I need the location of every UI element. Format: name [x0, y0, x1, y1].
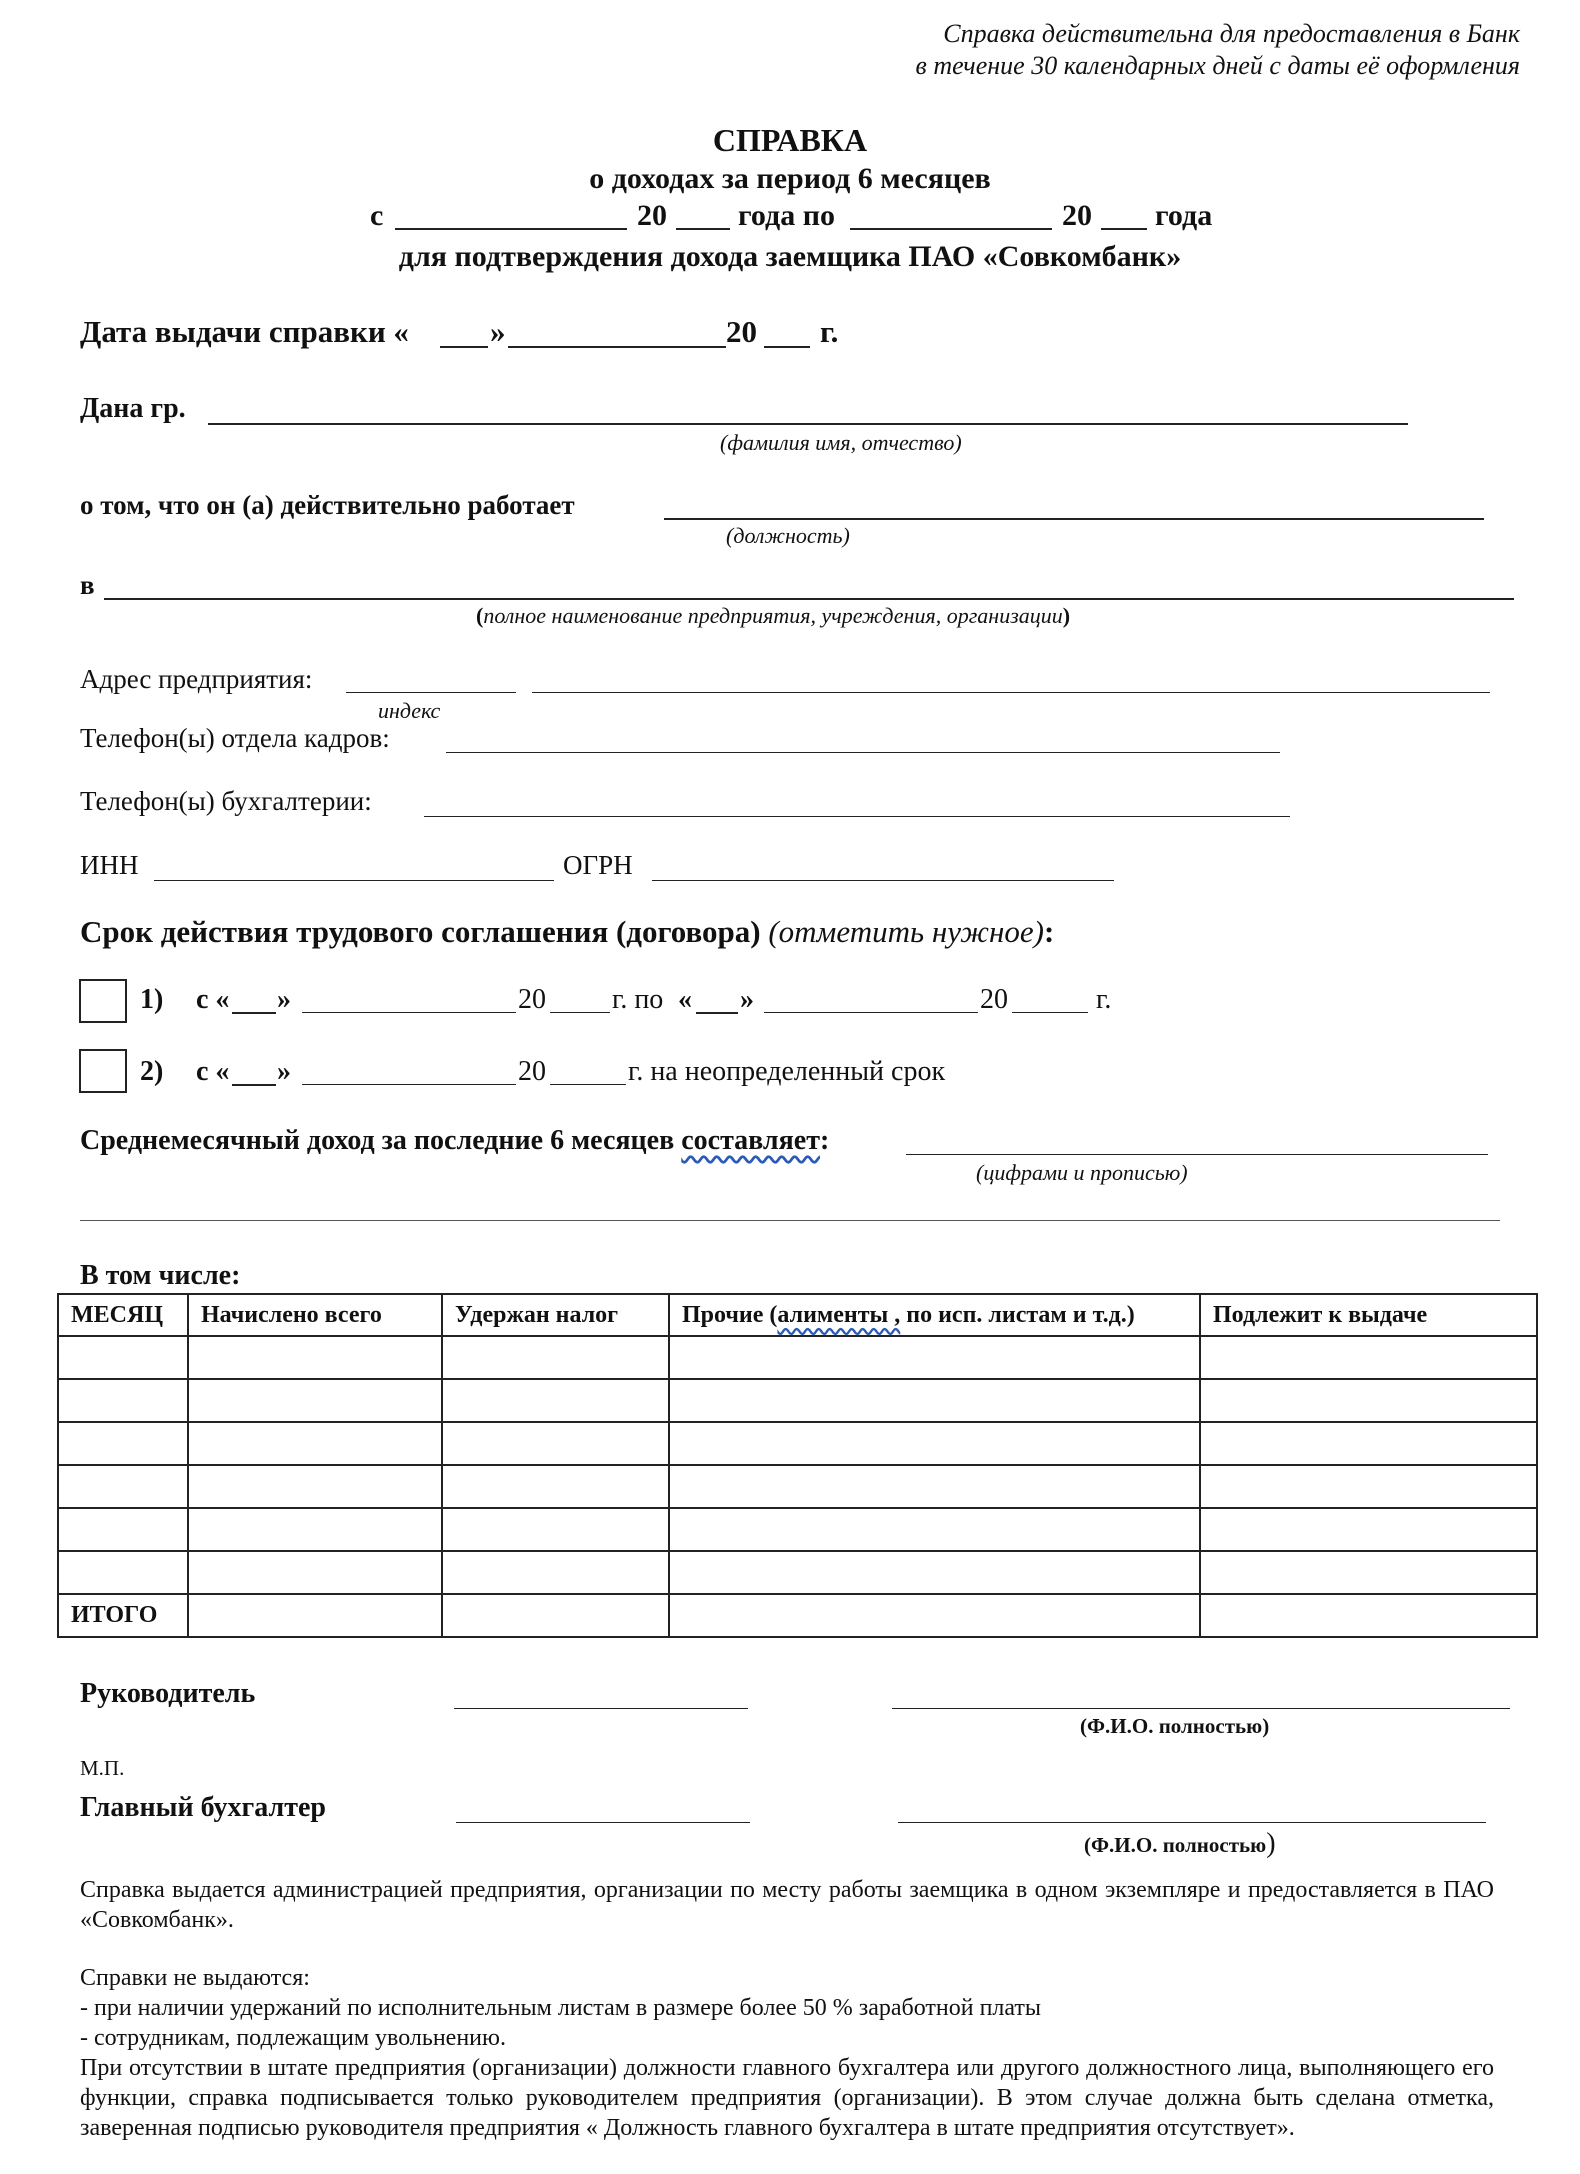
- table-row: [58, 1508, 1537, 1551]
- period-end-label: года: [1155, 199, 1213, 232]
- table-cell[interactable]: [58, 1551, 188, 1594]
- employer-hint: [476, 603, 1070, 629]
- period-year2-field[interactable]: [1101, 228, 1147, 230]
- accountant-name-hint-text: (Ф.И.О. полностью: [1084, 1833, 1267, 1857]
- option1-number: 1): [140, 984, 164, 1015]
- accountant-name-hint: [1084, 1828, 1276, 1860]
- income-table: [57, 1293, 1538, 1638]
- employer-hint-close: ): [1062, 603, 1071, 628]
- postal-index-field[interactable]: [346, 692, 516, 693]
- contract-heading-text: Срок действия трудового соглашения (договора): [80, 914, 761, 949]
- accounting-phone-field[interactable]: [424, 816, 1290, 817]
- contract-indefinite-checkbox[interactable]: [79, 1049, 127, 1093]
- option1-month-field[interactable]: [302, 1012, 516, 1013]
- hr-phone-label: Телефон(ы) отдела кадров:: [80, 723, 390, 753]
- issue-date-suffix: г.: [820, 314, 839, 349]
- table-total-row: [58, 1594, 1537, 1637]
- period-from-label: с: [370, 199, 384, 232]
- table-cell[interactable]: [1200, 1508, 1537, 1551]
- table-cell[interactable]: [58, 1336, 188, 1379]
- col-other-alimony: алименты ,: [777, 1301, 901, 1328]
- period-from-field[interactable]: [395, 228, 627, 230]
- inn-label: ИНН: [80, 850, 139, 880]
- issue-date-label: Дата выдачи справки «: [80, 314, 409, 349]
- table-cell[interactable]: [442, 1465, 669, 1508]
- table-cell[interactable]: [1200, 1594, 1537, 1637]
- contract-heading: [80, 914, 1054, 950]
- given-to-label: Дана гр.: [80, 393, 186, 424]
- option1-day-field[interactable]: [232, 1012, 276, 1014]
- table-cell[interactable]: [442, 1422, 669, 1465]
- document-purpose: для подтверждения дохода заемщика ПАО «Совкомбанк»: [398, 240, 1182, 273]
- avg-income-label-verb: составляет: [681, 1125, 820, 1156]
- col-other-open: Прочие (: [682, 1301, 778, 1328]
- table-cell[interactable]: [188, 1422, 442, 1465]
- accountant-name-hint-close: ): [1266, 1828, 1276, 1859]
- issue-day-field[interactable]: [440, 346, 488, 348]
- option2-day-field[interactable]: [232, 1084, 276, 1086]
- document-subtitle: о доходах за период 6 месяцев: [589, 162, 991, 195]
- table-cell[interactable]: [188, 1508, 442, 1551]
- option1-to-label: г. по: [612, 984, 664, 1015]
- table-cell[interactable]: [188, 1336, 442, 1379]
- option1-end-year-field[interactable]: [1012, 1012, 1088, 1013]
- restriction-item: - при наличии удержаний по исполнительным листам в размере более 50 % заработной платы: [80, 1995, 1042, 2021]
- avg-income-words-field[interactable]: [80, 1220, 1500, 1221]
- issue-year-field[interactable]: [764, 346, 810, 348]
- ogrn-field[interactable]: [652, 880, 1114, 881]
- table-cell[interactable]: [188, 1594, 442, 1637]
- director-name-hint: (Ф.И.О. полностью): [1080, 1714, 1270, 1738]
- table-cell[interactable]: [442, 1379, 669, 1422]
- restrictions-title: Справки не выдаются:: [80, 1965, 310, 1991]
- issue-date-close-quote: »: [490, 314, 506, 349]
- table-row: [58, 1551, 1537, 1594]
- employer-field[interactable]: [104, 598, 1514, 600]
- option2-suffix: г. на неопределенный срок: [628, 1056, 946, 1087]
- absence-note: При отсутствии в штате предприятия (организации) должности главного бухгалтера или другого должностного лица, выполняющего его функции, справка подписывается только руководителем предприятия (организации). В этом случае должна быть сделана отметка, заверенная подписью руководителя предприятия « Должность главного бухгалтера в штате предприятия отсутствует».: [80, 2055, 1494, 2141]
- option2-from-label: с «: [196, 1056, 230, 1087]
- table-cell[interactable]: [58, 1508, 188, 1551]
- validity-note: [916, 18, 1520, 82]
- option2-close-quote: »: [277, 1056, 291, 1087]
- option1-close-quote2: »: [740, 984, 754, 1015]
- period-to-label: года по: [738, 199, 835, 232]
- table-cell[interactable]: [58, 1465, 188, 1508]
- avg-income-field[interactable]: [906, 1154, 1488, 1155]
- table-cell[interactable]: [669, 1551, 1200, 1594]
- table-cell[interactable]: [188, 1465, 442, 1508]
- option1-year-field[interactable]: [550, 1012, 610, 1013]
- table-cell[interactable]: [1200, 1336, 1537, 1379]
- option1-open-quote2: «: [678, 984, 692, 1015]
- period-year1-field[interactable]: [676, 228, 730, 230]
- col-other: [669, 1294, 1200, 1336]
- full-name-hint: (фамилия имя, отчество): [720, 430, 962, 455]
- period-to-field[interactable]: [850, 228, 1052, 230]
- restrictions-block: [80, 1963, 1494, 2143]
- option1-year-label: 20: [518, 984, 546, 1015]
- option1-close-quote: »: [277, 984, 291, 1015]
- restriction-item: - сотрудникам, подлежащим увольнению.: [80, 2025, 506, 2051]
- avg-income-label: [80, 1125, 829, 1157]
- option2-year-label: 20: [518, 1056, 546, 1087]
- employer-label: в: [80, 570, 95, 600]
- table-caption: В том числе:: [80, 1260, 241, 1291]
- avg-income-hint: (цифрами и прописью): [976, 1160, 1188, 1185]
- contract-heading-colon: :: [1043, 914, 1055, 949]
- director-label: Руководитель: [80, 1678, 256, 1709]
- col-month: МЕСЯЦ: [58, 1294, 188, 1336]
- option1-suffix: г.: [1096, 984, 1112, 1015]
- table-row: [58, 1379, 1537, 1422]
- table-cell[interactable]: [669, 1336, 1200, 1379]
- col-other-rest: по исп. листам и т.д.): [900, 1301, 1135, 1328]
- table-cell[interactable]: [442, 1508, 669, 1551]
- table-cell[interactable]: [1200, 1551, 1537, 1594]
- address-field[interactable]: [532, 692, 1490, 693]
- table-cell[interactable]: [442, 1594, 669, 1637]
- table-cell[interactable]: [669, 1594, 1200, 1637]
- table-row: [58, 1336, 1537, 1379]
- table-row: [58, 1465, 1537, 1508]
- table-cell[interactable]: [188, 1379, 442, 1422]
- accountant-signature-field[interactable]: [456, 1822, 750, 1823]
- table-cell[interactable]: [669, 1379, 1200, 1422]
- option2-year-field[interactable]: [550, 1084, 626, 1085]
- table-header-row: [58, 1294, 1537, 1336]
- document-title: СПРАВКА: [712, 122, 868, 158]
- postal-index-hint: индекс: [378, 698, 441, 723]
- inn-field[interactable]: [154, 880, 554, 881]
- period-year2-label: 20: [1062, 199, 1092, 232]
- option2-month-field[interactable]: [302, 1084, 516, 1085]
- table-cell[interactable]: [669, 1508, 1200, 1551]
- hr-phone-field[interactable]: [446, 752, 1280, 753]
- table-cell[interactable]: [1200, 1379, 1537, 1422]
- address-label: Адрес предприятия:: [80, 664, 313, 694]
- table-cell[interactable]: [1200, 1422, 1537, 1465]
- validity-note-line2: в течение 30 календарных дней с даты её оформления: [915, 51, 1520, 80]
- table-cell[interactable]: [669, 1422, 1200, 1465]
- avg-income-colon: :: [819, 1125, 830, 1156]
- issue-conditions-note: Справка выдается администрацией предприятия, организации по месту работы заемщика в одном экземпляре и предоставляется в ПАО «Совкомбанк».: [80, 1877, 1494, 1933]
- contract-fixed-checkbox[interactable]: [79, 979, 127, 1023]
- issue-month-field[interactable]: [508, 346, 726, 348]
- position-field[interactable]: [664, 518, 1484, 520]
- position-label: о том, что он (а) действительно работает: [80, 490, 575, 520]
- table-cell[interactable]: [669, 1465, 1200, 1508]
- option2-number: 2): [140, 1056, 164, 1087]
- chief-accountant-label: Главный бухгалтер: [80, 1792, 326, 1823]
- ogrn-label: ОГРН: [563, 850, 633, 880]
- table-row: [58, 1422, 1537, 1465]
- accountant-name-field[interactable]: [898, 1822, 1486, 1823]
- employer-hint-open: (: [476, 603, 484, 628]
- option1-end-month-field[interactable]: [764, 1012, 978, 1013]
- position-hint: (должность): [726, 523, 850, 548]
- col-accrued: Начислено всего: [188, 1294, 442, 1336]
- validity-note-line1: Справка действительна для предоставления в Банк: [943, 19, 1520, 48]
- table-cell[interactable]: [442, 1551, 669, 1594]
- option1-from-label: с «: [196, 984, 230, 1015]
- accounting-phone-label: Телефон(ы) бухгалтерии:: [80, 786, 372, 816]
- period-year1-label: 20: [637, 199, 667, 232]
- full-name-field[interactable]: [208, 423, 1408, 425]
- option1-end-day-field[interactable]: [696, 1012, 738, 1014]
- issue-year-label: 20: [726, 314, 757, 349]
- table-cell[interactable]: [58, 1422, 188, 1465]
- director-name-field[interactable]: [892, 1708, 1510, 1709]
- table-cell[interactable]: [58, 1379, 188, 1422]
- avg-income-label-text: Среднемесячный доход за последние 6 месяцев: [80, 1125, 675, 1156]
- table-cell[interactable]: [442, 1336, 669, 1379]
- table-cell[interactable]: [1200, 1465, 1537, 1508]
- employer-hint-text: полное наименование предприятия, учреждения, организации: [483, 603, 1063, 628]
- option1-year2-label: 20: [980, 984, 1008, 1015]
- director-signature-field[interactable]: [454, 1708, 748, 1709]
- col-payable: Подлежит к выдаче: [1200, 1294, 1537, 1336]
- col-tax: Удержан налог: [442, 1294, 669, 1336]
- contract-heading-note: (отметить нужное): [768, 914, 1044, 949]
- total-label: ИТОГО: [58, 1594, 188, 1637]
- table-cell[interactable]: [188, 1551, 442, 1594]
- stamp-place-label: М.П.: [80, 1756, 125, 1780]
